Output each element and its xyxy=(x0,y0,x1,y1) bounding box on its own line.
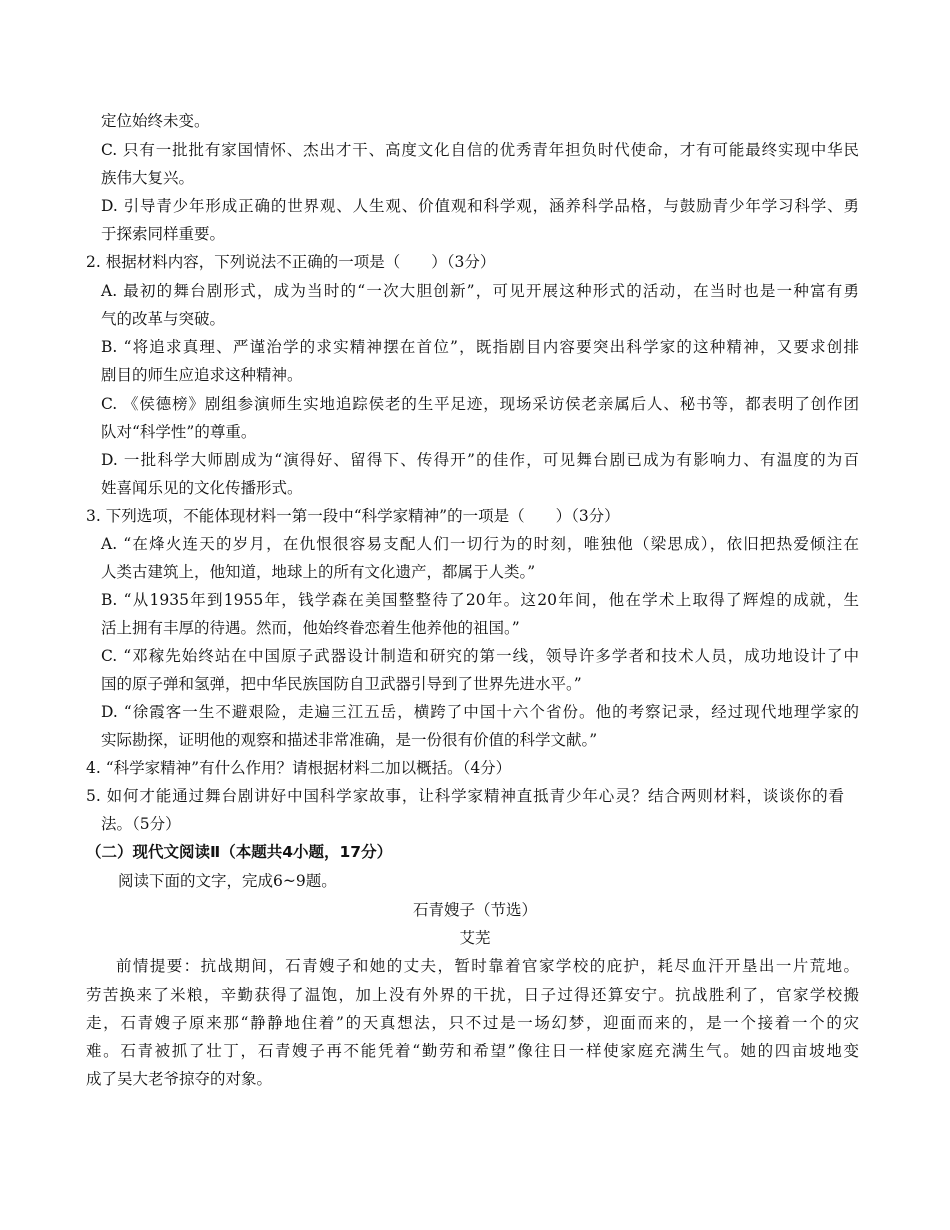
q2-option-c: C. 《侯德榜》剧组参演师生实地追踪侯老的生平足迹，现场采访侯老亲属后人、秘书等，都表明了创作团 xyxy=(101,395,859,413)
passage-line: 前情提要：抗战期间，石青嫂子和她的丈夫，暂时靠着官家学校的庇护，耗尽血汗开垦出一片荒地。 xyxy=(116,957,859,975)
q2-option-a: A. 最初的舞台剧形式，成为当时的“一次大胆创新”，可见开展这种形式的活动，在当时也是一种富有勇 xyxy=(101,282,859,300)
q2-option-c-continued: 队对“科学性”的尊重。 xyxy=(101,423,257,441)
passage-author: 艾芜 xyxy=(459,929,491,947)
q5-stem-continued: 法。（5分） xyxy=(101,815,181,833)
q3-option-a: A. “在烽火连天的岁月，在仇恨很容易支配人们一切行为的时刻，唯独他（梁思成），依旧把热爱倾注在 xyxy=(101,535,859,553)
q5-stem: 5. 如何才能通过舞台剧讲好中国科学家故事，让科学家精神直抵青少年心灵？结合两则材料，谈谈你的看 xyxy=(86,787,844,805)
q2-option-b-continued: 剧目的师生应追求这种精神。 xyxy=(101,366,303,384)
q2-option-b: B. “将追求真理、严谨治学的求实精神摆在首位”，既指剧目内容要突出科学家的这种精神，又要求创排 xyxy=(101,338,859,356)
q3-option-c: C. “邓稼先始终站在中国原子武器设计制造和研究的第一线，领导许多学者和技术人员，成功地设计了中 xyxy=(101,647,859,665)
q2-option-d: D. 一批科学大师剧成为“演得好、留得下、传得开”的佳作，可见舞台剧已成为有影响力、有温度的为百 xyxy=(101,451,859,469)
q3-option-d-continued: 实际勘探，证明他的观察和描述非常准确，是一份很有价值的科学文献。” xyxy=(101,731,598,749)
q3-option-d: D. “徐霞客一生不避艰险，走遍三江五岳，横跨了中国十六个省份。他的考察记录，经过现代地理学家的 xyxy=(101,703,859,721)
passage-line: 走，石青嫂子原来那“静静地住着”的天真想法，只不过是一场幻梦，迎面而来的，是一个接着一个的灾 xyxy=(86,1014,859,1032)
passage-line: 劳苦换来了米粮，辛勤获得了温饱，加上没有外界的干扰，日子过得还算安宁。抗战胜利了，官家学校搬 xyxy=(86,986,859,1004)
q3-option-b-continued: 活上拥有丰厚的待遇。然而，他始终眷恋着生他养他的祖国。” xyxy=(101,619,520,637)
q3-option-a-continued: 人类古建筑上，他知道，地球上的所有文化遗产，都属于人类。” xyxy=(101,563,536,581)
q1-option-c-continued: 族伟大复兴。 xyxy=(101,169,195,187)
reading-instruction: 阅读下面的文字，完成6~9题。 xyxy=(118,872,337,890)
q2-stem: 2. 根据材料内容，下列说法不正确的一项是（ ）（3分） xyxy=(86,253,496,271)
passage-title: 石青嫂子（节选） xyxy=(412,901,537,919)
q1-option-d: D. 引导青少年形成正确的世界观、人生观、价值观和科学观，涵养科学品格，与鼓励青少年学习科学、勇 xyxy=(101,197,859,215)
passage-line: 难。石青被抓了壮丁，石青嫂子再不能凭着“勤劳和希望”像往日一样使家庭充满生气。她的四亩坡地变 xyxy=(86,1042,859,1060)
q1-option-b-continued: 定位始终未变。 xyxy=(101,112,210,130)
q4-stem: 4. “科学家精神”有什么作用？请根据材料二加以概括。（4分） xyxy=(86,759,512,777)
passage-line: 成了吴大老爷掠夺的对象。 xyxy=(86,1070,273,1088)
q3-stem: 3. 下列选项，不能体现材料一第一段中“科学家精神”的一项是（ ）（3分） xyxy=(86,507,620,525)
section-heading: （二）现代文阅读Ⅱ（本题共4小题，17分） xyxy=(86,843,393,861)
q3-option-b: B. “从1935年到1955年，钱学森在美国整整待了20年。这20年间，他在学术上取得了辉煌的成就，生 xyxy=(101,591,859,609)
q3-option-c-continued: 国的原子弹和氢弹，把中华民族国防自卫武器引导到了世界先进水平。” xyxy=(101,675,582,693)
q2-option-a-continued: 气的改革与突破。 xyxy=(101,310,226,328)
q1-option-c: C. 只有一批批有家国情怀、杰出才干、高度文化自信的优秀青年担负时代使命，才有可能最终实现中华民 xyxy=(101,141,859,159)
q1-option-d-continued: 于探索同样重要。 xyxy=(101,225,226,243)
q2-option-d-continued: 姓喜闻乐见的文化传播形式。 xyxy=(101,479,303,497)
